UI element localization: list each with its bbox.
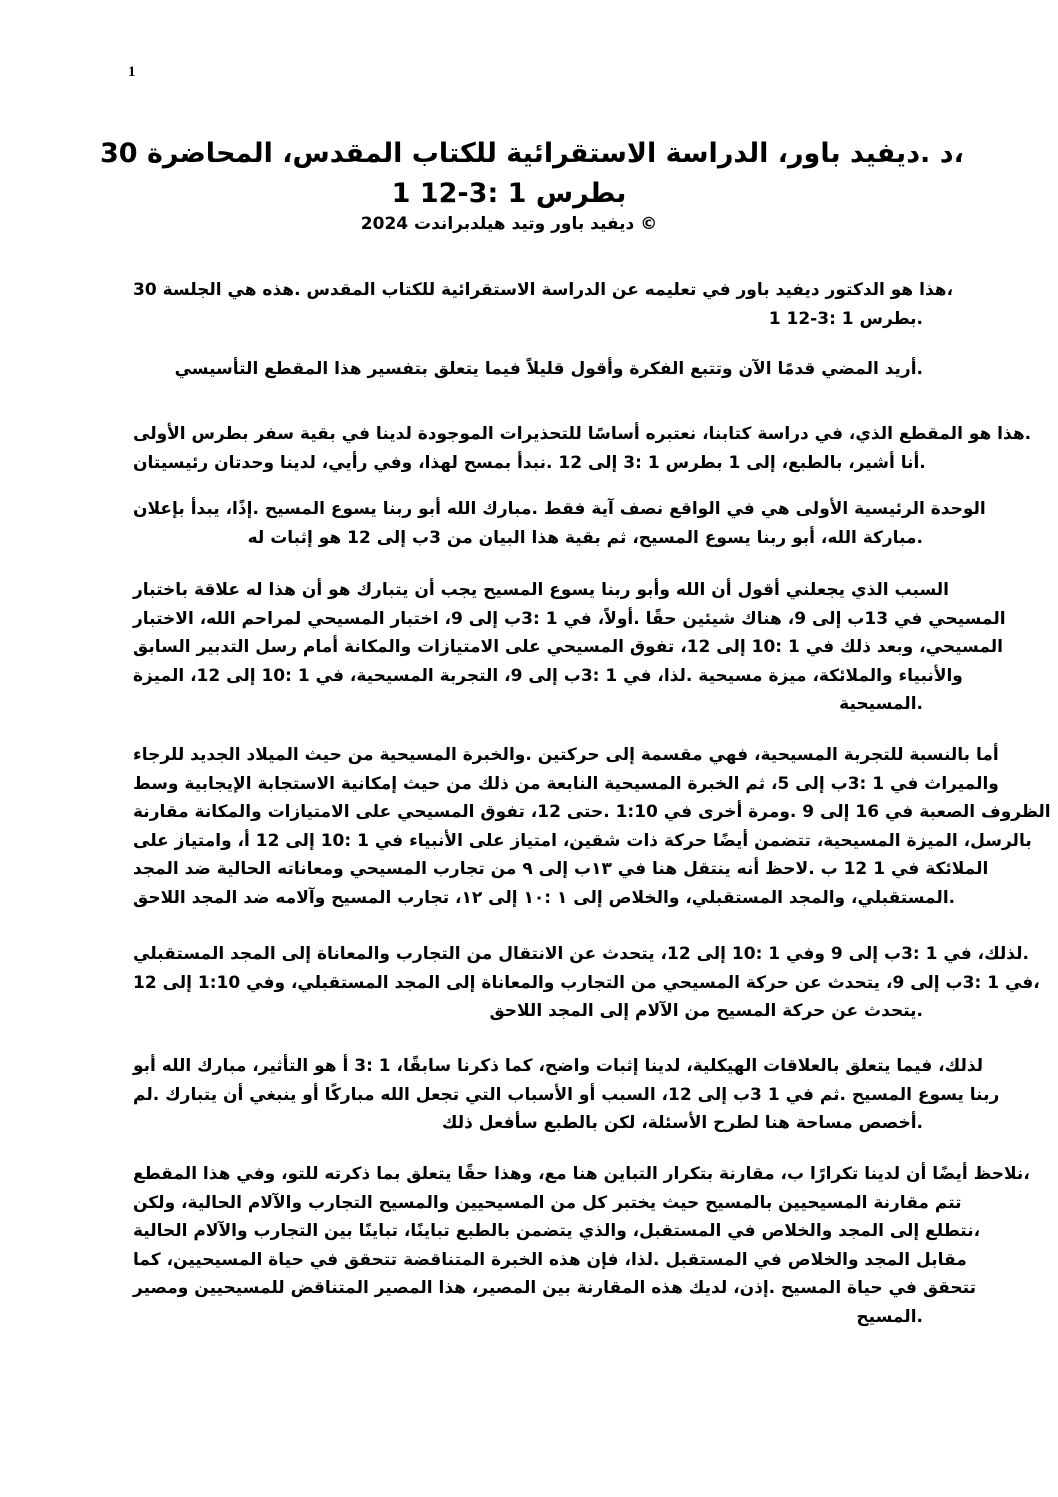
text-line: السبب الذي يجعلني أقول أن الله وأبو ربنا يسوع المسيح يجب أن يتبارك هو أن هذا له علاقة باختبار [133,580,949,600]
paragraph [133,355,923,384]
text-line: لذلك، في 1 :3ب إلى 9 وفي 1 :10 إلى 12، يتحدث عن الانتقال من التجارب والمعاناة إلى المجد المستقبلي. [133,944,1029,964]
text-line: والأنبياء والملائكة، ميزة مسيحية .لذا، في 1 :3ب إلى 9، التجربة المسيحية، في 1 :10 إلى 12، الميزة [133,665,963,686]
paragraph [133,741,1051,912]
text-line: لذلك، فيما يتعلق بالعلاقات الهيكلية، لدينا إثبات واضح، كما ذكرنا سابقًا، 1 :3 أ هو التأثير، مبارك الله أبو [133,1056,984,1076]
paragraph [133,576,1006,719]
text-line: المسيحي، وبعد ذلك في 1 :10 إلى 12، تفوق المسيحي على الامتيازات والمكانة أمام رسل التدبير السابق [133,637,1003,657]
paragraph [133,1160,1030,1331]
paragraph [133,276,954,333]
text-line: هذا هو الدكتور ديفيد باور في تعليمه عن الدراسة الاستقرائية للكتاب المقدس .هذه هي الجلسة 30، [133,280,954,300]
paragraph [133,495,986,552]
text-line: الظروف الصعبة في 16 إلى 9 .ومرة أخرى في 1:10 .حتى 12، تفوق المسيحي على الامتيازات والمكانة مقارنة [133,802,1051,822]
text-line: تتحقق في حياة المسيح .إذن، لديك هذه المقارنة بين المصير، هذا المصير المتناقض للمسيحيين ومصير [133,1278,976,1298]
text-line: أخصص مساحة هنا لطرح الأسئلة، لكن بالطبع سأفعل ذلك. [441,1113,923,1133]
title-line: بطرس 1 :3-12 1 [391,178,627,209]
text-line: مقابل المجد والخلاص في المستقبل .لذا، فإن هذه الخبرة المتناقضة تتحقق في حياة المسيحيين، كما [133,1249,967,1270]
page-number: 1 [128,64,136,80]
text-line: الوحدة الرئيسية الأولى هي في الواقع نصف آية فقط .مبارك الله أبو ربنا يسوع المسيح .إذًا، يبدأ بإعلان [133,499,986,519]
text-line: أريد المضي قدمًا الآن وتتبع الفكرة وأقول قليلاً فيما يتعلق بتفسير هذا المقطع التأسيسي. [174,359,923,379]
text-line: المسيحية. [839,694,923,714]
copyright-line: ديفيد باور وتيد هيلدبراندت 2024 © [360,214,658,234]
text-line: المستقبلي، والمجد المستقبلي، والخلاص إلى ١ :١٠ إلى ١٢، تجارب المسيح وآلامه ضد المجد اللاحق. [133,887,956,908]
text-line: المسيح. [856,1306,923,1327]
text-line: ربنا يسوع المسيح .ثم في 1 3ب إلى 12، السبب أو الأسباب التي تجعل الله مباركًا أو ينبغي أن يتبارك .لم [133,1084,1000,1105]
text-line: أنا أشير، بالطبع، إلى 1 بطرس 1 :3 إلى 12 .نبدأ بمسح لهذا، وفي رأيي، لدينا وحدتان رئيسيتان. [133,452,926,473]
text-line: مباركة الله، أبو ربنا يسوع المسيح، ثم بقية هذا البيان من 3ب إلى 12 هو إثبات له. [247,527,923,548]
text-line: بالرسل، الميزة المسيحية، تتضمن أيضًا حركة ذات شقين، امتياز على الأنبياء في 1 :10 إلى 12 أ، وامتياز على [133,830,1032,851]
paragraph [133,940,1040,1026]
text-line: الملائكة في 1 12 ب .لاحظ أنه ينتقل هنا في ١٣ب إلى ٩ من تجارب المسيحي ومعاناته الحالية ضد المجد [133,859,989,879]
text-line: المسيحي في 13ب إلى 9، هناك شيئين حقًا .أولاً، في 1 :3ب إلى 9، اختبار المسيحي لمراحم الله، الاختبار [133,608,1006,629]
text-line: تتم مقارنة المسيحيين بالمسيح حيث يختبر كل من المسيحيين والمسيح التجارب والآلام الحالية، ولكن [133,1192,962,1213]
text-line: نتطلع إلى المجد والخلاص في المستقبل، والذي يتضمن بالطبع تباينًا، تباينًا بين التجارب والآلام الحالية، [133,1221,981,1241]
text-line: يتحدث عن حركة المسيح من الآلام إلى المجد اللاحق. [489,1001,923,1021]
title-line: د .ديفيد باور، الدراسة الاستقرائية للكتاب المقدس، المحاضرة 30، [100,138,964,169]
paragraph [133,1052,1000,1138]
document-title [100,134,964,214]
text-line: أما بالنسبة للتجربة المسيحية، فهي مقسمة إلى حركتين .والخبرة المسيحية من حيث الميلاد الجديد للرجاء [133,745,999,765]
text-line: والميراث في 1 :3ب إلى 5، ثم الخبرة المسيحية النابعة من ذلك من حيث إمكانية الاستجابة الإيجابية وسط [133,773,999,794]
text-line: في 1 :3ب إلى 9، يتحدث عن حركة المسيحي من التجارب والمعاناة إلى المجد المستقبلي، وفي 1:10 إلى 12، [133,972,1040,993]
text-line: نلاحظ أيضًا أن لدينا تكرارًا ب، مقارنة بتكرار التباين هنا مع، وهذا حقًا يتعلق بما ذكرته للتو، وفي هذا المقطع، [133,1164,1030,1184]
paragraph [133,420,1032,477]
text-line: بطرس 1 :3-12 1. [768,308,923,329]
text-line: هذا هو المقطع الذي، في دراسة كتابنا، نعتبره أساسًا للتحذيرات الموجودة لدينا في بقية سفر بطرس الأولى. [133,424,1032,444]
